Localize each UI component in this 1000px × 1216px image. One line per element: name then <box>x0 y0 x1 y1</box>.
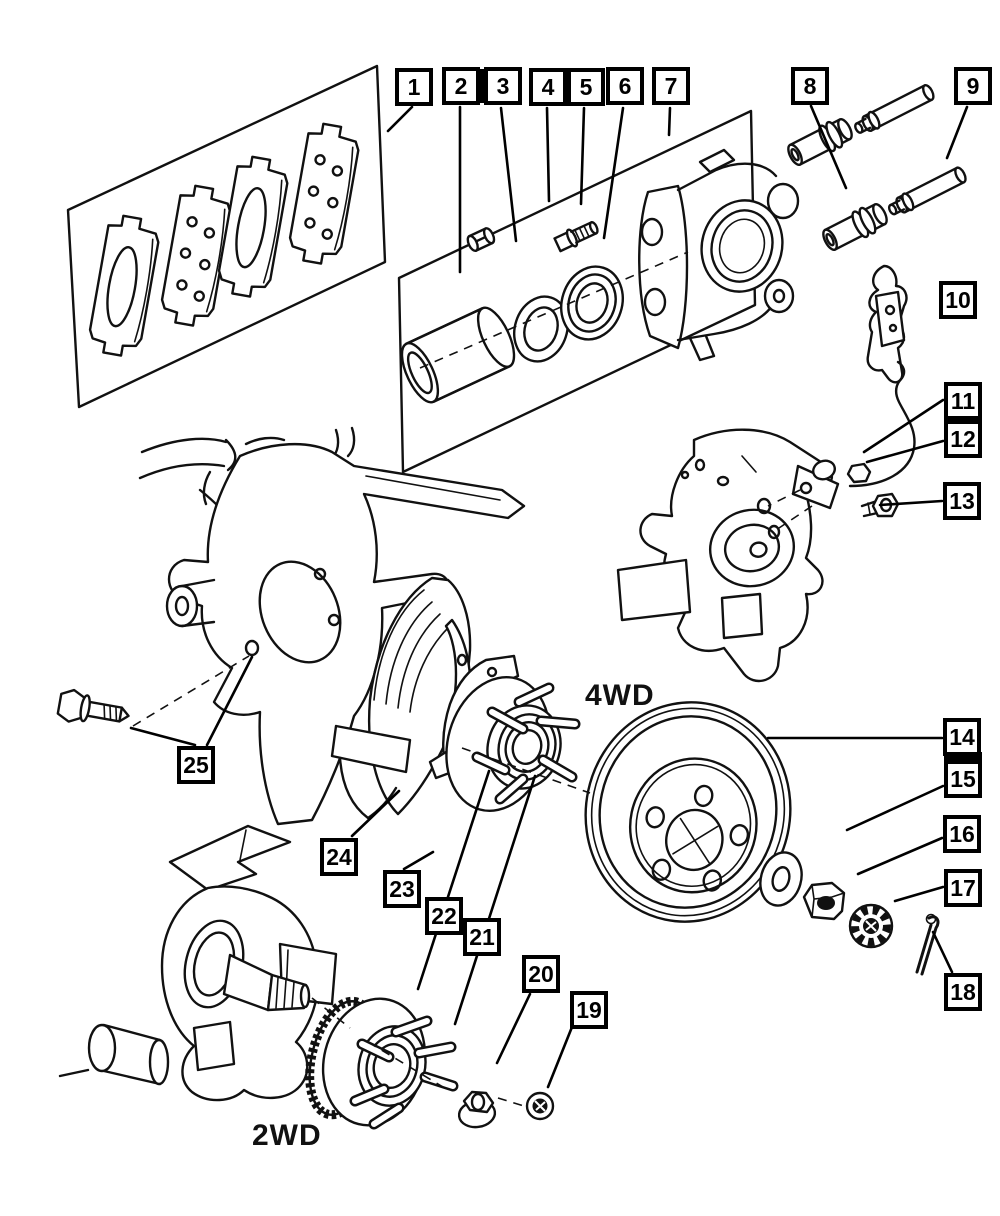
label-4wd: 4WD <box>585 679 655 712</box>
callout-14[interactable]: 14 <box>943 718 981 756</box>
leader-line-25a <box>131 728 195 745</box>
callout-22[interactable]: 22 <box>425 897 463 935</box>
guide-pin-bushing-2 <box>819 200 891 255</box>
leader-line-4 <box>547 108 549 201</box>
callout-25[interactable]: 25 <box>177 746 215 784</box>
leader-line-3 <box>501 108 516 241</box>
label-2wd: 2WD <box>252 1119 322 1152</box>
leader-line-24 <box>352 791 399 836</box>
callout-7[interactable]: 7 <box>652 67 690 105</box>
callout-12[interactable]: 12 <box>944 420 982 458</box>
leader-line-1 <box>388 107 412 131</box>
hub-nut <box>457 1092 496 1129</box>
leader-line-9 <box>947 107 967 158</box>
callout-11[interactable]: 11 <box>944 382 982 420</box>
callout-8[interactable]: 8 <box>791 67 829 105</box>
leader-line-17 <box>895 887 943 901</box>
callout-23[interactable]: 23 <box>383 870 421 908</box>
spindle-nut <box>804 883 844 919</box>
callout-10[interactable]: 10 <box>939 281 977 319</box>
leader-line-18 <box>933 932 952 972</box>
callout-20[interactable]: 20 <box>522 955 560 993</box>
leader-line-15 <box>847 786 943 830</box>
hub-bearing-2wd <box>299 988 453 1136</box>
caliper-guide-pin-2 <box>886 165 968 219</box>
nut-retainer <box>850 905 892 947</box>
callout-18[interactable]: 18 <box>944 973 982 1011</box>
leader-line-12 <box>867 441 943 462</box>
callout-4[interactable]: 4 <box>529 68 567 106</box>
callout-19[interactable]: 19 <box>570 991 608 1029</box>
bushing-stub <box>60 1025 168 1084</box>
callout-24[interactable]: 24 <box>320 838 358 876</box>
leader-line-16 <box>858 838 942 874</box>
leader-line-20 <box>497 994 530 1063</box>
leader-line-7 <box>669 108 670 135</box>
callout-15[interactable]: 15 <box>944 760 982 798</box>
callout-6[interactable]: 6 <box>606 67 644 105</box>
callout-17[interactable]: 17 <box>944 869 982 907</box>
steering-knuckle-2wd <box>60 826 336 1100</box>
callout-16[interactable]: 16 <box>943 815 981 853</box>
dust-cap-nut <box>527 1093 553 1119</box>
callout-13[interactable]: 13 <box>943 482 981 520</box>
shield-bolt <box>57 688 131 732</box>
leader-line-22 <box>418 771 489 989</box>
caliper-guide-pin-1 <box>852 83 936 138</box>
callout-1[interactable]: 1 <box>395 68 433 106</box>
wheel-speed-sensor <box>793 362 915 508</box>
leader-line-19 <box>548 1027 572 1087</box>
callout-21[interactable]: 21 <box>463 918 501 956</box>
leader-line-23 <box>404 852 433 869</box>
guide-pin-bushing-1 <box>784 115 856 170</box>
callout-9[interactable]: 9 <box>954 67 992 105</box>
cotter-pin <box>917 915 938 975</box>
callout-2[interactable]: 2 <box>442 67 480 105</box>
callout-5[interactable]: 5 <box>567 68 605 106</box>
callout-3[interactable]: 3 <box>484 67 522 105</box>
